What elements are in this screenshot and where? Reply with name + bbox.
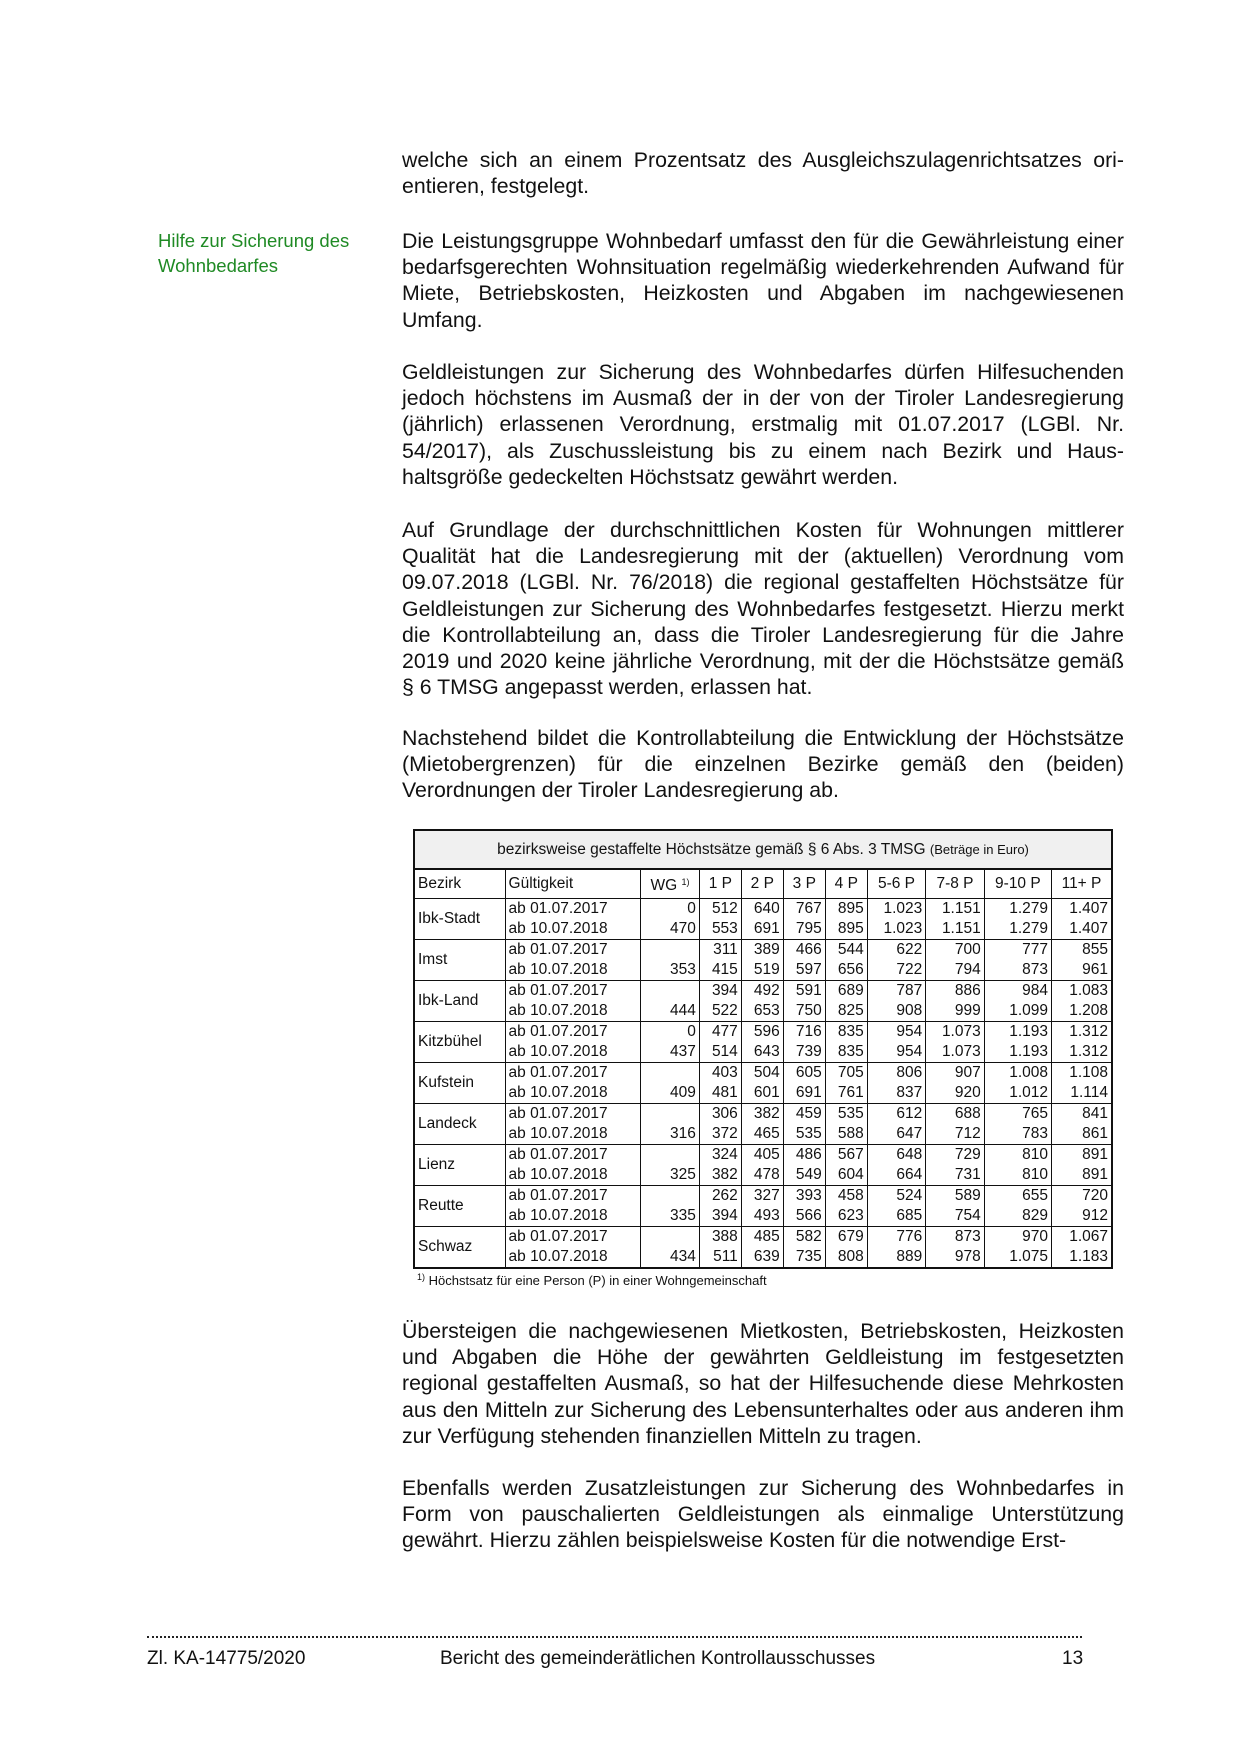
validity-cell: ab 10.07.2018	[505, 1124, 641, 1145]
header-1p: 1 P	[699, 869, 741, 899]
footnote-marker: 1)	[417, 1272, 426, 1282]
value-cell: 837	[867, 1083, 925, 1104]
value-cell: 886	[926, 981, 984, 1002]
table-body	[414, 899, 1112, 1269]
value-cell: 524	[867, 1186, 925, 1207]
footer-divider	[147, 1636, 1082, 1638]
value-cell: 1.193	[984, 1042, 1051, 1063]
value-cell: 477	[699, 1022, 741, 1043]
value-cell: 810	[984, 1165, 1051, 1186]
table-row	[414, 1104, 1112, 1125]
value-cell: 1.083	[1052, 981, 1113, 1002]
paragraph-4: Nachstehend bildet die Kontrollabteilung die Entwicklung der Höchstsätze (Mietobergrenzen) für die einzelnen Bezirke gemäß den (beiden) Verordnungen der Tiroler Landesregierung ab.	[402, 726, 1124, 803]
validity-cell: ab 01.07.2017	[505, 940, 641, 961]
validity-cell: ab 01.07.2017	[505, 1063, 641, 1084]
margin-heading-line1: Hilfe zur Sicherung des	[158, 230, 350, 251]
value-cell: 604	[825, 1165, 867, 1186]
value-cell: 1.312	[1052, 1042, 1113, 1063]
value-cell: 829	[984, 1206, 1051, 1227]
footnote-marker: 1)	[681, 877, 690, 887]
value-cell: 306	[699, 1104, 741, 1125]
value-cell: 437	[641, 1042, 700, 1063]
value-cell: 783	[984, 1124, 1051, 1145]
value-cell: 591	[783, 981, 825, 1002]
validity-cell: ab 01.07.2017	[505, 899, 641, 920]
value-cell: 895	[825, 899, 867, 920]
value-cell: 810	[984, 1145, 1051, 1166]
rates-table	[413, 829, 1113, 1269]
table-row	[414, 960, 1112, 981]
value-cell	[641, 1145, 700, 1166]
value-cell: 324	[699, 1145, 741, 1166]
footer-title: Bericht des gemeinderätlichen Kontrollausschusses	[440, 1648, 876, 1669]
district-cell: Ibk-Land	[414, 981, 505, 1022]
value-cell: 0	[641, 1022, 700, 1043]
value-cell: 787	[867, 981, 925, 1002]
value-cell: 492	[741, 981, 783, 1002]
value-cell: 1.073	[926, 1042, 984, 1063]
value-cell	[641, 1063, 700, 1084]
value-cell: 912	[1052, 1206, 1113, 1227]
value-cell: 544	[825, 940, 867, 961]
paragraph-5: Übersteigen die nachgewiesenen Mietkosten, Betriebskosten, Heizkosten und Abgaben die Höhe der gewährten Geldleistung im festgesetzten regional gestaffelten Ausmaß, so hat der Hilfesuchende diese Mehrkosten aus den Mitteln zur Sicherung des Lebensunterhaltes oder aus anderen ihm zur Verfügung stehenden finanziellen Mitteln zu tragen.	[402, 1319, 1124, 1448]
header-11p: 11+ P	[1052, 869, 1113, 899]
validity-cell: ab 10.07.2018	[505, 1247, 641, 1268]
value-cell: 735	[783, 1247, 825, 1268]
table-row	[414, 1042, 1112, 1063]
value-cell: 601	[741, 1083, 783, 1104]
table-header-row	[414, 869, 1112, 899]
value-cell: 382	[741, 1104, 783, 1125]
value-cell: 311	[699, 940, 741, 961]
validity-cell: ab 10.07.2018	[505, 1083, 641, 1104]
margin-heading-line2: Wohnbedarfes	[158, 255, 278, 276]
value-cell: 895	[825, 919, 867, 940]
paragraph-1: Die Leistungsgruppe Wohnbedarf umfasst den für die Gewährleistung einer bedarfsgerechten Wohnsituation regelmäßig wiederkehrenden Aufwand für Miete, Betriebskosten, Heizkosten und Abgaben im nachgewiesenen Umfang.	[402, 229, 1124, 332]
value-cell: 389	[741, 940, 783, 961]
value-cell: 335	[641, 1206, 700, 1227]
value-cell: 409	[641, 1083, 700, 1104]
footnote-text: Höchstsatz für eine Person (P) in einer Wohngemeinschaft	[428, 1273, 767, 1288]
value-cell: 1.151	[926, 919, 984, 940]
value-cell: 1.407	[1052, 919, 1113, 940]
header-5-6p: 5-6 P	[867, 869, 925, 899]
value-cell: 353	[641, 960, 700, 981]
value-cell: 582	[783, 1227, 825, 1248]
value-cell: 522	[699, 1001, 741, 1022]
table-row	[414, 940, 1112, 961]
header-wg: WG $^{1)}$	[641, 869, 700, 899]
value-cell: 806	[867, 1063, 925, 1084]
value-cell: 1.012	[984, 1083, 1051, 1104]
value-cell: 1.279	[984, 919, 1051, 940]
value-cell: 486	[783, 1145, 825, 1166]
value-cell: 999	[926, 1001, 984, 1022]
table-row	[414, 1206, 1112, 1227]
district-cell: Imst	[414, 940, 505, 981]
validity-cell: ab 01.07.2017	[505, 1186, 641, 1207]
table-row	[414, 1083, 1112, 1104]
value-cell: 566	[783, 1206, 825, 1227]
value-cell: 589	[926, 1186, 984, 1207]
table-footnote	[417, 1272, 1113, 1288]
value-cell: 485	[741, 1227, 783, 1248]
value-cell: 514	[699, 1042, 741, 1063]
value-cell: 889	[867, 1247, 925, 1268]
value-cell: 567	[825, 1145, 867, 1166]
paragraph-0: welche sich an einem Prozentsatz des Ausgleichszulagenrichtsatzes orientieren, festgelegt.	[402, 148, 1124, 199]
header-9-10p: 9-10 P	[984, 869, 1051, 899]
value-cell: 712	[926, 1124, 984, 1145]
value-cell: 750	[783, 1001, 825, 1022]
margin-heading	[158, 228, 388, 278]
value-cell: 679	[825, 1227, 867, 1248]
validity-cell: ab 01.07.2017	[505, 1104, 641, 1125]
value-cell: 1.067	[1052, 1227, 1113, 1248]
value-cell: 961	[1052, 960, 1113, 981]
value-cell: 1.099	[984, 1001, 1051, 1022]
validity-cell: ab 10.07.2018	[505, 1001, 641, 1022]
value-cell: 493	[741, 1206, 783, 1227]
paragraph-3: Auf Grundlage der durchschnittlichen Kosten für Wohnungen mittlerer Qualität hat die Landesregierung mit der (aktuellen) Verordnung vom 09.07.2018 (LGBl. Nr. 76/2018) die regional gestaffelten Höchstsätze für Geldleistungen zur Sicherung des Wohnbedarfes festgesetzt. Hierzu merkt die Kontrollabteilung an, dass die Tiroler Landesregierung für die Jahre 2019 und 2020 keine jährliche Verordnung, mit der die Höchstsätze gemäß § 6 TMSG angepasst werden, erlassen hat.	[402, 518, 1124, 700]
value-cell: 861	[1052, 1124, 1113, 1145]
value-cell: 549	[783, 1165, 825, 1186]
value-cell: 705	[825, 1063, 867, 1084]
value-cell: 970	[984, 1227, 1051, 1248]
value-cell: 504	[741, 1063, 783, 1084]
value-cell: 776	[867, 1227, 925, 1248]
value-cell: 511	[699, 1247, 741, 1268]
value-cell: 382	[699, 1165, 741, 1186]
table-row	[414, 899, 1112, 920]
value-cell: 984	[984, 981, 1051, 1002]
value-cell: 754	[926, 1206, 984, 1227]
value-cell: 535	[825, 1104, 867, 1125]
footer-reference: Zl. KA-14775/2020	[147, 1648, 306, 1669]
header-4p: 4 P	[825, 869, 867, 899]
value-cell: 597	[783, 960, 825, 981]
paragraph-2: Geldleistungen zur Sicherung des Wohnbedarfes dürfen Hilfesuchenden jedoch höchstens im Ausmaß der in der von der Tiroler Landesregierung (jährlich) erlassenen Verordnung, erstmalig mit 01.07.2017 (LGBl. Nr. 54/2017), als Zuschussleistung bis zu einem nach Bezirk und Haushaltsgröße gedeckelten Höchstsatz gewährt werden.	[402, 360, 1124, 489]
validity-cell: ab 10.07.2018	[505, 1206, 641, 1227]
value-cell: 1.073	[926, 1022, 984, 1043]
value-cell: 512	[699, 899, 741, 920]
value-cell: 691	[741, 919, 783, 940]
validity-cell: ab 10.07.2018	[505, 960, 641, 981]
value-cell: 553	[699, 919, 741, 940]
value-cell: 795	[783, 919, 825, 940]
value-cell: 835	[825, 1042, 867, 1063]
validity-cell: ab 01.07.2017	[505, 1145, 641, 1166]
value-cell: 1.023	[867, 919, 925, 940]
value-cell: 647	[867, 1124, 925, 1145]
value-cell: 388	[699, 1227, 741, 1248]
validity-cell: ab 01.07.2017	[505, 981, 641, 1002]
value-cell: 596	[741, 1022, 783, 1043]
value-cell: 688	[926, 1104, 984, 1125]
table-row	[414, 1247, 1112, 1268]
district-cell: Landeck	[414, 1104, 505, 1145]
table-caption	[414, 830, 1112, 869]
value-cell: 458	[825, 1186, 867, 1207]
paragraph-6: Ebenfalls werden Zusatzleistungen zur Sicherung des Wohnbedarfes in Form von pauschalierten Geldleistungen als einmalige Unterstützung gewährt. Hierzu zählen beispielsweise Kosten für die notwendige Erst-	[402, 1476, 1124, 1553]
value-cell: 739	[783, 1042, 825, 1063]
value-cell: 729	[926, 1145, 984, 1166]
value-cell: 1.312	[1052, 1022, 1113, 1043]
district-cell: Kitzbühel	[414, 1022, 505, 1063]
value-cell: 1.407	[1052, 899, 1113, 920]
value-cell: 720	[1052, 1186, 1113, 1207]
value-cell: 835	[825, 1022, 867, 1043]
value-cell: 648	[867, 1145, 925, 1166]
value-cell: 1.008	[984, 1063, 1051, 1084]
value-cell: 920	[926, 1083, 984, 1104]
validity-cell: ab 10.07.2018	[505, 1165, 641, 1186]
value-cell	[641, 1104, 700, 1125]
value-cell: 1.193	[984, 1022, 1051, 1043]
value-cell: 0	[641, 899, 700, 920]
district-cell: Reutte	[414, 1186, 505, 1227]
value-cell: 873	[926, 1227, 984, 1248]
value-cell: 605	[783, 1063, 825, 1084]
header-gueltigkeit: Gültigkeit	[505, 869, 641, 899]
value-cell: 908	[867, 1001, 925, 1022]
value-cell: 1.208	[1052, 1001, 1113, 1022]
value-cell: 403	[699, 1063, 741, 1084]
value-cell: 394	[699, 1206, 741, 1227]
table-row	[414, 981, 1112, 1002]
value-cell: 655	[984, 1186, 1051, 1207]
header-bezirk: Bezirk	[414, 869, 505, 899]
value-cell: 470	[641, 919, 700, 940]
value-cell: 519	[741, 960, 783, 981]
table-row	[414, 1186, 1112, 1207]
value-cell: 1.023	[867, 899, 925, 920]
value-cell: 316	[641, 1124, 700, 1145]
table-row	[414, 1001, 1112, 1022]
value-cell: 465	[741, 1124, 783, 1145]
value-cell: 891	[1052, 1165, 1113, 1186]
value-cell: 731	[926, 1165, 984, 1186]
value-cell: 481	[699, 1083, 741, 1104]
value-cell: 716	[783, 1022, 825, 1043]
header-3p: 3 P	[783, 869, 825, 899]
table-row	[414, 1165, 1112, 1186]
validity-cell: ab 01.07.2017	[505, 1022, 641, 1043]
value-cell: 1.114	[1052, 1083, 1113, 1104]
validity-cell: ab 10.07.2018	[505, 919, 641, 940]
value-cell: 907	[926, 1063, 984, 1084]
value-cell: 535	[783, 1124, 825, 1145]
value-cell: 640	[741, 899, 783, 920]
value-cell: 1.183	[1052, 1247, 1113, 1268]
value-cell: 262	[699, 1186, 741, 1207]
value-cell: 372	[699, 1124, 741, 1145]
value-cell: 767	[783, 899, 825, 920]
value-cell: 855	[1052, 940, 1113, 961]
value-cell: 761	[825, 1083, 867, 1104]
value-cell: 765	[984, 1104, 1051, 1125]
value-cell: 777	[984, 940, 1051, 961]
value-cell: 978	[926, 1247, 984, 1268]
value-cell: 891	[1052, 1145, 1113, 1166]
table-row	[414, 1022, 1112, 1043]
value-cell: 653	[741, 1001, 783, 1022]
value-cell: 954	[867, 1022, 925, 1043]
header-2p: 2 P	[741, 869, 783, 899]
value-cell: 689	[825, 981, 867, 1002]
district-cell: Lienz	[414, 1145, 505, 1186]
district-cell: Schwaz	[414, 1227, 505, 1269]
value-cell: 1.075	[984, 1247, 1051, 1268]
table-row	[414, 1145, 1112, 1166]
value-cell: 691	[783, 1083, 825, 1104]
page-number: 13	[1062, 1648, 1084, 1669]
value-cell	[641, 940, 700, 961]
value-cell: 478	[741, 1165, 783, 1186]
table-row	[414, 919, 1112, 940]
value-cell: 623	[825, 1206, 867, 1227]
table-row	[414, 1063, 1112, 1084]
value-cell: 459	[783, 1104, 825, 1125]
value-cell: 685	[867, 1206, 925, 1227]
value-cell	[641, 1186, 700, 1207]
value-cell: 1.108	[1052, 1063, 1113, 1084]
value-cell: 643	[741, 1042, 783, 1063]
validity-cell: ab 01.07.2017	[505, 1227, 641, 1248]
table-row	[414, 1124, 1112, 1145]
value-cell: 394	[699, 981, 741, 1002]
table-caption-text: bezirksweise gestaffelte Höchstsätze gemäß § 6 Abs. 3 TMSG	[497, 840, 926, 858]
value-cell	[641, 1227, 700, 1248]
value-cell: 405	[741, 1145, 783, 1166]
value-cell: 873	[984, 960, 1051, 981]
value-cell: 825	[825, 1001, 867, 1022]
value-cell: 700	[926, 940, 984, 961]
value-cell: 639	[741, 1247, 783, 1268]
value-cell: 588	[825, 1124, 867, 1145]
district-cell: Ibk-Stadt	[414, 899, 505, 940]
value-cell: 415	[699, 960, 741, 981]
value-cell: 327	[741, 1186, 783, 1207]
value-cell: 794	[926, 960, 984, 981]
value-cell: 466	[783, 940, 825, 961]
value-cell: 722	[867, 960, 925, 981]
validity-cell: ab 10.07.2018	[505, 1042, 641, 1063]
header-7-8p: 7-8 P	[926, 869, 984, 899]
table-caption-note: (Beträge in Euro)	[929, 841, 1029, 857]
district-cell: Kufstein	[414, 1063, 505, 1104]
value-cell: 434	[641, 1247, 700, 1268]
rates-table-container	[413, 829, 1113, 1288]
value-cell: 1.151	[926, 899, 984, 920]
value-cell: 444	[641, 1001, 700, 1022]
value-cell: 393	[783, 1186, 825, 1207]
table-row	[414, 1227, 1112, 1248]
value-cell: 664	[867, 1165, 925, 1186]
value-cell: 325	[641, 1165, 700, 1186]
value-cell	[641, 981, 700, 1002]
value-cell: 808	[825, 1247, 867, 1268]
value-cell: 1.279	[984, 899, 1051, 920]
value-cell: 612	[867, 1104, 925, 1125]
value-cell: 954	[867, 1042, 925, 1063]
value-cell: 656	[825, 960, 867, 981]
value-cell: 841	[1052, 1104, 1113, 1125]
value-cell: 622	[867, 940, 925, 961]
